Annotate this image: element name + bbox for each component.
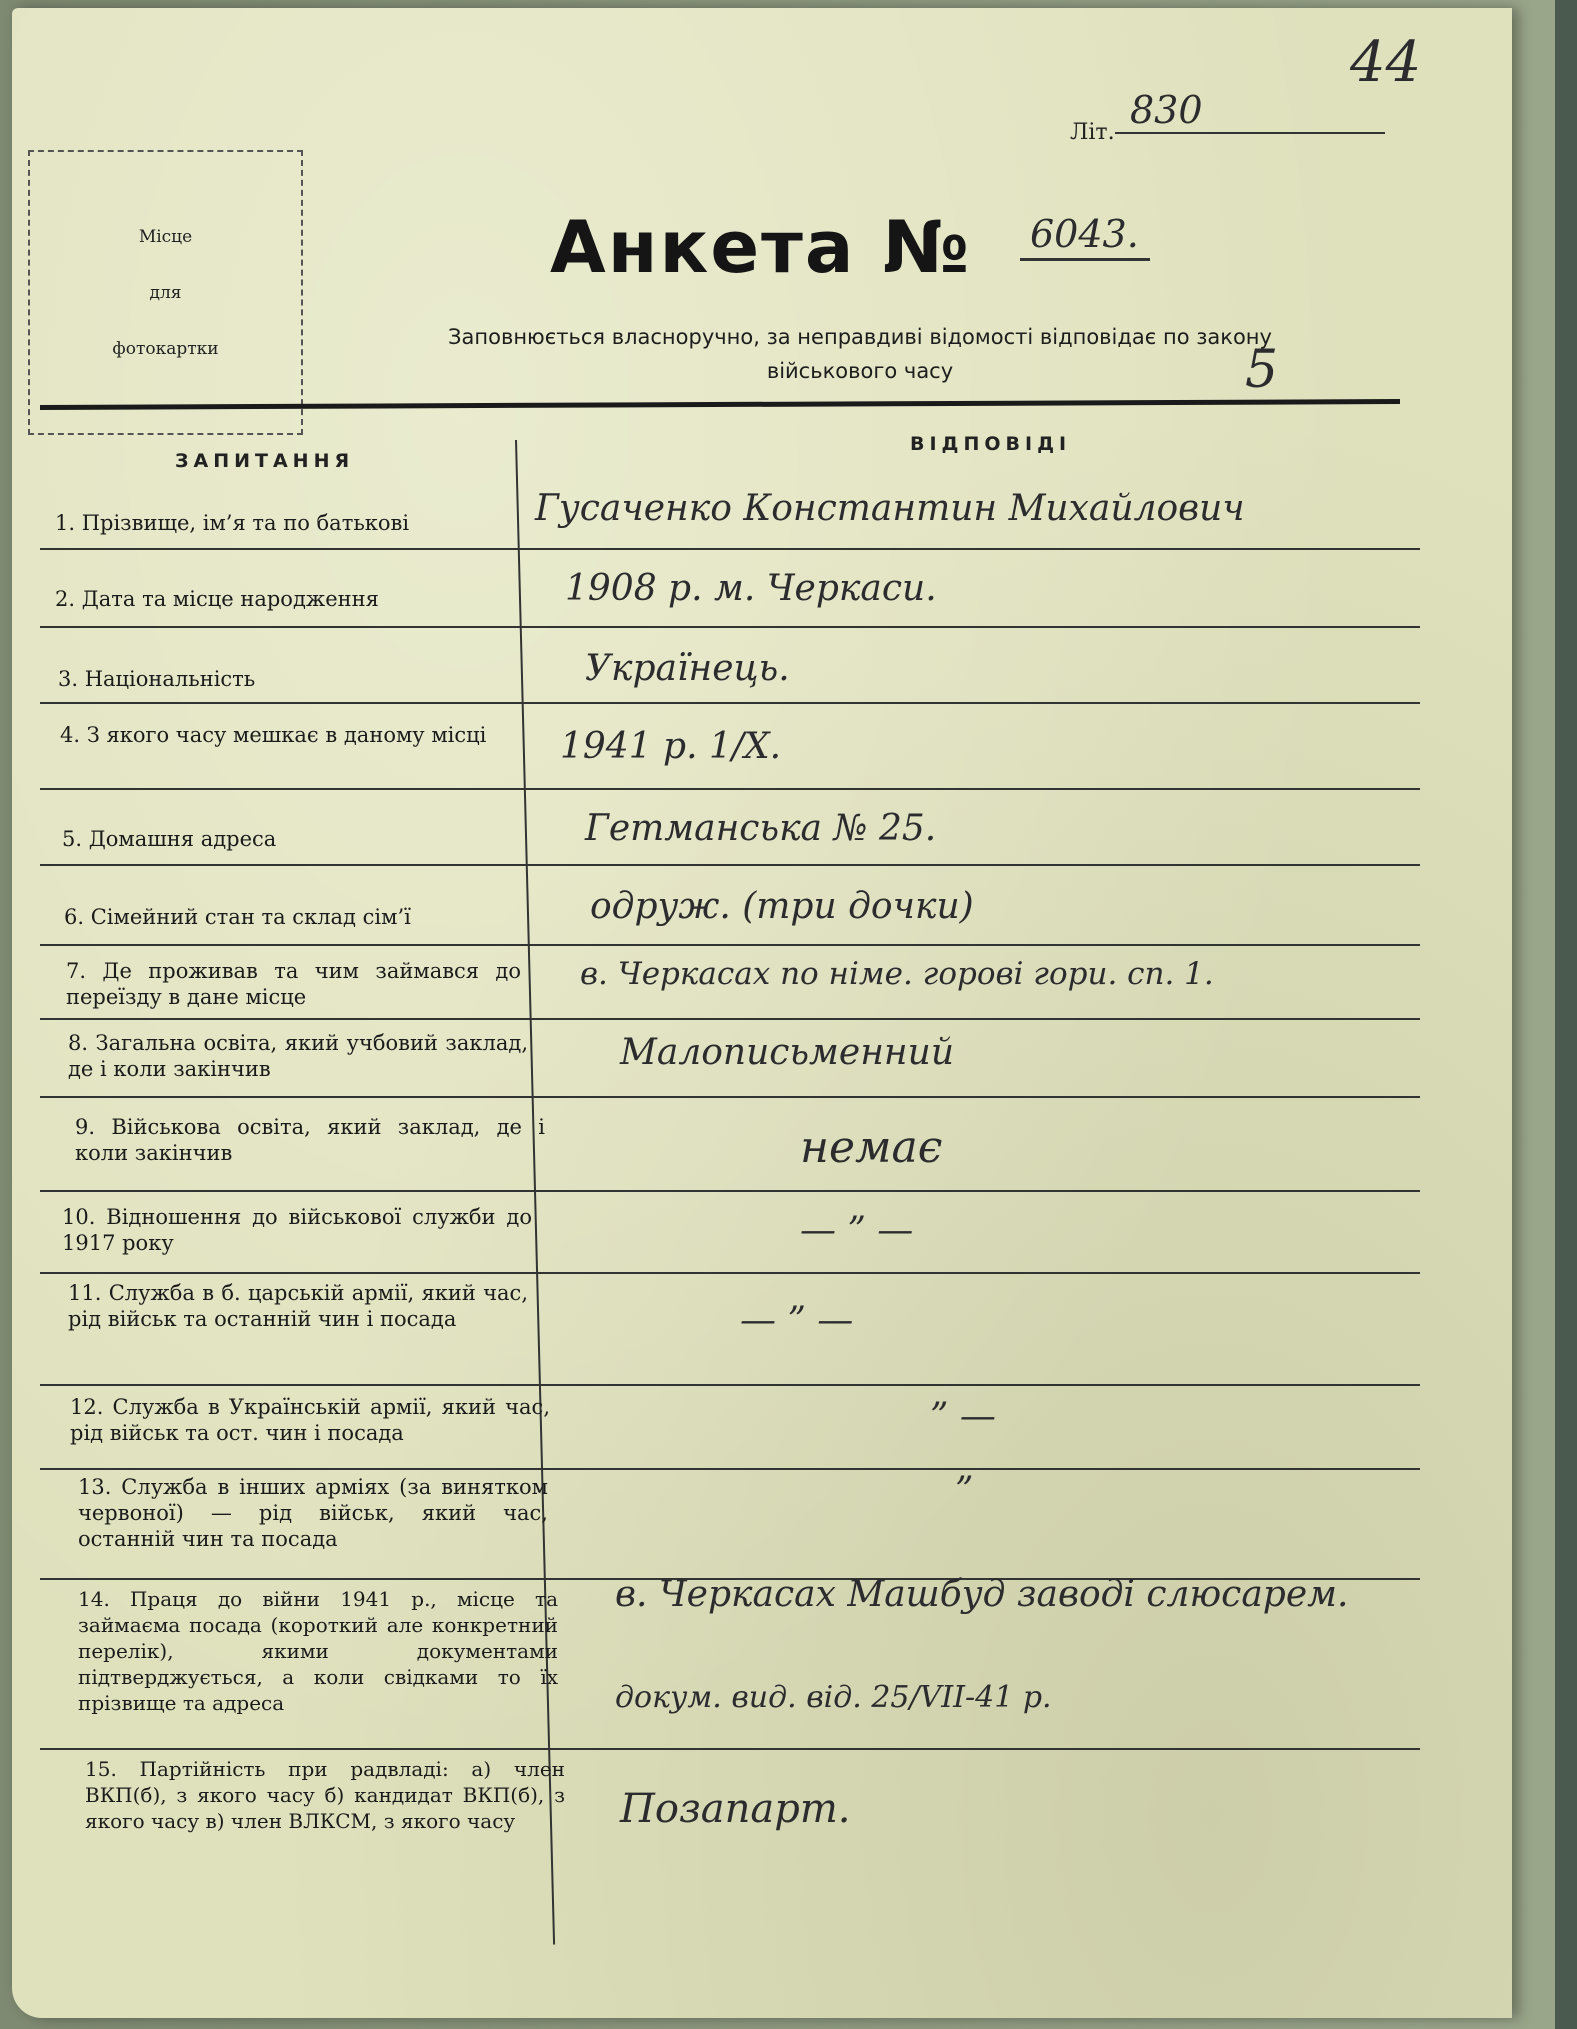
question-13: 13. Служба в інших арміях (за винятком червоної) — рід військ, який час, останній чин та посада [78, 1475, 548, 1551]
table-header [40, 408, 1400, 472]
table-row-14 [40, 1574, 1420, 1750]
answer-15: Позапарт. [620, 1786, 851, 1832]
table-row-3 [40, 628, 1420, 704]
page-title: Анкета № [550, 205, 972, 289]
table-row-1 [40, 480, 1420, 550]
answer-8: Малописьменний [620, 1032, 955, 1073]
question-2: 2. Дата та місце народження [55, 587, 379, 611]
answer-6: одруж. (три дочки) [590, 886, 974, 927]
page-subtitle [340, 320, 1380, 388]
photo-placeholder [28, 150, 303, 435]
subtitle-line1: Заповнюється власноручно, за неправдиві відомості відповідає по закону [448, 325, 1272, 349]
table-row-2 [40, 550, 1420, 628]
answer-12: ” — [930, 1396, 996, 1437]
question-7: 7. Де проживав та чим займався до переїзду в дане місце [66, 959, 521, 1009]
answer-1: Гусаченко Константин Михайлович [535, 488, 1245, 529]
question-4: 4. З якого часу мешкає в даному місці [60, 723, 487, 747]
table-row-15 [40, 1750, 1420, 1875]
lit-label: Літ. [1070, 120, 1115, 145]
table-row-13 [40, 1470, 1420, 1580]
question-3: 3. Національність [58, 667, 256, 691]
table-row-5 [40, 790, 1420, 866]
answer-2: 1908 р. м. Черкаси. [565, 568, 937, 609]
questions-column-header: ЗАПИТАННЯ [175, 450, 355, 472]
table-row-10 [40, 1192, 1420, 1274]
table-row-6 [40, 866, 1420, 946]
answer-10: — ” — [800, 1210, 914, 1251]
answer-14: в. Черкасах Машбуд заводі слюсарем. [615, 1574, 1349, 1615]
lit-underline [1115, 132, 1385, 134]
question-1: 1. Прізвище, ім’я та по батькові [55, 511, 410, 535]
table-row-12 [40, 1386, 1420, 1470]
answer-14-documents: докум. вид. від. 25/VІІ-41 р. [615, 1680, 1052, 1715]
handwritten-mark: 5 [1245, 340, 1279, 400]
subtitle-line2: військового часу [766, 359, 954, 383]
question-8: 8. Загальна освіта, який учбовий заклад, де і коли закінчив [68, 1031, 528, 1081]
answers-column-header: ВІДПОВІДІ [910, 433, 1072, 455]
answer-4: 1941 р. 1/Х. [560, 726, 782, 767]
question-14: 14. Праця до війни 1941 р., місце та займаєма посада (короткий але конкретний перелік), якими документами підтверджується, а коли свідками то їх прізвище та адреса [78, 1587, 558, 1715]
form-number-underline [1020, 258, 1150, 261]
lit-value: 830 [1130, 88, 1203, 132]
photo-label-line1: Місце [138, 226, 193, 247]
answer-11: — ” — [740, 1300, 854, 1341]
question-12: 12. Служба в Українській армії, який час, рід військ та ост. чин і посада [70, 1395, 550, 1445]
question-10: 10. Відношення до військової служби до 1917 року [62, 1205, 532, 1255]
table-row-8 [40, 1020, 1420, 1098]
form-number: 6043. [1030, 212, 1139, 256]
question-6: 6. Сімейний стан та склад сім’ї [64, 905, 411, 929]
table-row-9 [40, 1098, 1420, 1192]
photo-label-line3: фотокартки [112, 338, 219, 359]
answer-9: немає [800, 1122, 943, 1173]
corner-page-number: 44 [1350, 30, 1422, 95]
answer-5: Гетманська № 25. [585, 808, 937, 849]
table-row-7 [40, 946, 1420, 1020]
table-row-11 [40, 1274, 1420, 1386]
answer-7: в. Черкасах по німе. горові гори. сп. 1. [580, 956, 1214, 992]
question-15: 15. Партійність при радвладі: а) член ВКП(б), з якого часу б) кандидат ВКП(б), з якого часу в) член ВЛКСМ, з якого часу [85, 1757, 565, 1833]
question-5: 5. Домашня адреса [62, 827, 277, 851]
question-11: 11. Служба в б. царській армії, який час, рід військ та останній чин і посада [68, 1281, 528, 1331]
photo-label-line2: для [149, 282, 182, 303]
question-9: 9. Військова освіта, який заклад, де і коли закінчив [75, 1115, 545, 1165]
answer-3: Українець. [585, 648, 790, 689]
answer-13: ” [955, 1470, 974, 1511]
table-row-4 [40, 704, 1420, 790]
